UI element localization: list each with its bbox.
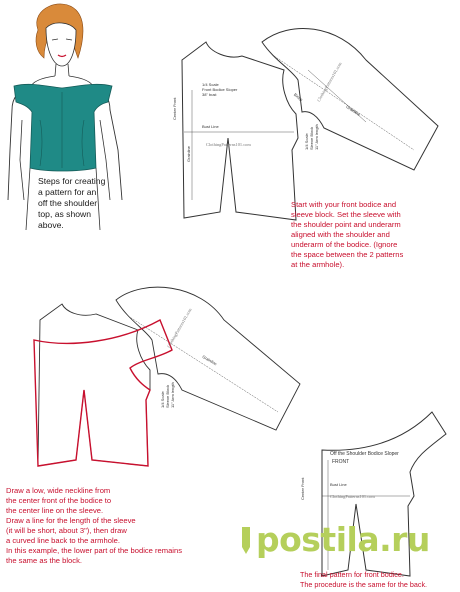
step3-caption-line: The procedure is the same for the back.: [300, 579, 428, 589]
step1-sleeve-label: [304, 124, 319, 150]
step1-caption-line: the space between the 2 patterns: [291, 250, 404, 259]
step2-caption-line: the center front of the bodice to: [6, 496, 112, 505]
step2-caption-line: In this example, the lower part of the bodice remains: [6, 546, 183, 555]
step1-site-label: ClothingPatterns101.com: [206, 142, 251, 147]
intro-caption-line: top, as shown: [38, 209, 92, 219]
sleeve-label-line: Sleeve Block: [165, 384, 170, 408]
step1-grainline-label: Grainline: [186, 145, 191, 162]
sleeve-label-line: 1/4 Scale: [160, 391, 165, 408]
step1-sleeve-grainline-label: Grainline: [345, 104, 362, 118]
step1-caption-line: at the armhole).: [291, 260, 345, 269]
step2-sleeve-grainline-label: Grainline: [201, 354, 218, 367]
pencil-icon: [238, 525, 254, 555]
step3-caption: [300, 570, 458, 589]
intro-caption-line: off the shoulder: [38, 198, 98, 208]
step2-caption-line: the center line on the sleeve.: [6, 506, 104, 515]
step1-caption-line: the shoulder point and underarm: [291, 220, 401, 229]
step1-pattern-diagram: [170, 0, 460, 230]
scale-label-line: Front Bodice Sloper: [202, 87, 238, 92]
step2-caption-line: a curved line back to the armhole.: [6, 536, 120, 545]
intro-caption-line: a pattern for an: [38, 187, 97, 197]
step3-site-label: ClothingPatterns101.com: [330, 494, 375, 499]
step2-caption-line: Draw a low, wide neckline from: [6, 486, 111, 495]
intro-caption-line: Steps for creating: [38, 176, 106, 186]
step2-caption-line: Draw a line for the length of the sleeve: [6, 516, 136, 525]
intro-caption: [38, 176, 148, 231]
scale-label-line: 1/4 Scale: [202, 82, 219, 87]
step2-site-label: ClothingPatterns101.com: [166, 307, 193, 349]
watermark-text: postila.ru: [256, 520, 430, 559]
step2-caption: [6, 486, 276, 566]
sleeve-label-line: Sleeve Block: [309, 126, 314, 150]
step3-center-front-label: Center Front: [300, 477, 305, 500]
step1-caption: [291, 200, 459, 270]
step2-caption-line: (it will be short, about 3"), then draw: [6, 526, 127, 535]
sleeve-label-line: 11" Arm length: [170, 382, 175, 408]
step1-bust-line-label: Bust Line: [202, 124, 219, 129]
step3-subtitle: FRONT: [332, 459, 350, 465]
step1-sleeve-site-label: ClothingPatterns101.com: [316, 61, 343, 103]
step2-pattern-diagram: [0, 280, 310, 470]
step3-title: Off the Shoulder Bodice Sloper: [330, 451, 399, 457]
step1-sleeve-bicep-label: Bicep: [292, 92, 304, 103]
step1-caption-line: sleeve block. Set the sleeve with: [291, 210, 401, 219]
sleeve-label-line: 11" Arm length: [314, 124, 319, 150]
sleeve-label-line: 1/4 Scale: [304, 133, 309, 150]
step3-caption-line: The final pattern for front bodice.: [300, 570, 404, 579]
step1-caption-line: aligned with the shoulder and: [291, 230, 390, 239]
scale-label-line: 38" bust: [202, 92, 217, 97]
step1-caption-line: underarm of the bodice. (Ignore: [291, 240, 398, 249]
step2-sleeve-label: [160, 382, 175, 408]
watermark-logo: [238, 520, 430, 559]
step1-caption-line: Start with your front bodice and: [291, 200, 397, 209]
step1-center-front-label: Center Front: [172, 97, 177, 120]
step1-scale-label: [202, 82, 237, 97]
intro-caption-line: above.: [38, 220, 64, 230]
step2-caption-line: the same as the block.: [6, 556, 82, 565]
step3-bust-line-label: Bust Line: [330, 482, 347, 487]
